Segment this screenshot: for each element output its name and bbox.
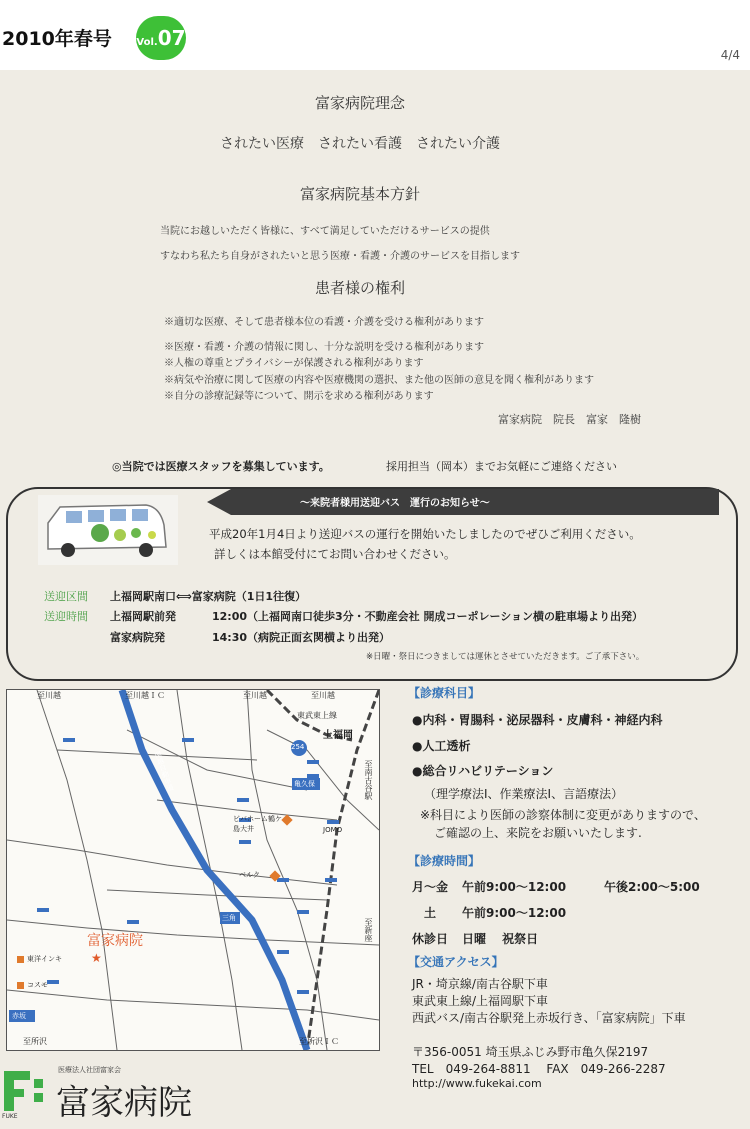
map-label: JOMO	[323, 826, 343, 834]
map-label: ビバホーム鶴ケ島大井	[233, 815, 282, 833]
departure-1-place: 上福岡駅前発	[110, 610, 176, 623]
hours-saturday-am: 午前9:00〜12:00	[462, 906, 567, 920]
director-signature: 富家病院 院長 富家 隆樹	[498, 413, 641, 426]
department-note-2: ご確認の上、来院をお願いいたします.	[434, 826, 642, 840]
logo-name: 富家病院	[56, 1083, 192, 1123]
recruit-notice: ◎当院では医療スタッフを募集しています。	[112, 460, 330, 473]
address: 〒356-0051 埼玉県ふじみ野市亀久保2197	[412, 1045, 649, 1059]
department-note-1: ※科目により医師の診察体制に変更がありますので、	[420, 808, 706, 822]
access-line: 西武バス/南古谷駅発上赤坂行き、「富家病院」下車	[412, 1011, 686, 1025]
map-label: 東洋インキ	[27, 955, 62, 963]
policy-title: 富家病院基本方針	[299, 185, 420, 203]
policy-line-1: 当院にお越しいただく皆様に、すべて満足していただけるサービスの提供	[160, 226, 490, 237]
policy-line-2: すなわち私たち自身がされたいと思う医療・看護・介護のサービスを目指します	[160, 251, 520, 262]
page-number: 4/4	[720, 48, 740, 62]
departure-2-place: 富家病院発	[110, 631, 165, 644]
bus-notice-line-2: 詳しくは本館受付にてお問い合わせください。	[214, 547, 456, 561]
logo-org: 医療法人社団富家会	[58, 1066, 121, 1074]
volume-number: 07	[157, 26, 186, 50]
volume-badge	[136, 16, 186, 60]
issue-title: 2010年春号	[2, 28, 112, 50]
map-label: 254	[291, 743, 305, 751]
map-label: 至川越	[37, 691, 61, 700]
rights-item: ※適切な医療、そして患者様本位の看護・介護を受ける権利があります	[164, 317, 484, 328]
hours-weekday-pm: 午後2:00〜5:00	[604, 880, 700, 894]
hours-saturday: 土	[424, 906, 437, 920]
svg-text:★: ★	[91, 951, 102, 965]
map-label: ベルク	[239, 871, 260, 879]
rights-item: ※病気や治療に関して医療の内容や医療機関の選択、また他の医師の意見を聞く権利があります	[164, 375, 594, 386]
rights-item: ※医療・看護・介護の情報に関し、十分な説明を受ける権利があります	[164, 342, 484, 353]
access-line: 東武東上線/上福岡駅下車	[412, 994, 549, 1008]
departments-title: 【診療科目】	[408, 686, 481, 700]
volume-prefix: Vol.	[136, 37, 158, 48]
access-title: 【交通アクセス】	[408, 955, 504, 969]
map-label: 至所沢	[23, 1037, 47, 1046]
page-header	[0, 0, 750, 70]
bus-notice-line-1: 平成20年1月4日より送迎バスの運行を開始いたしましたのでぜひご利用ください。	[209, 527, 641, 541]
philosophy-text: されたい医療 されたい看護 されたい介護	[220, 136, 500, 152]
map-label: 至所沢ＩＣ	[299, 1037, 339, 1046]
fuke-mark-icon	[0, 1069, 56, 1119]
map-label: コスモ	[27, 981, 48, 989]
shuttle-bus-illustration	[38, 495, 178, 565]
map-label: 亀久保	[294, 780, 315, 788]
map-label: 三角	[222, 914, 236, 922]
department-item: ●内科・胃腸科・泌尿器科・皮膚科・神経内科	[412, 713, 663, 727]
department-item: ●総合リハビリテーション	[412, 764, 554, 778]
map-label: 至川越	[243, 691, 267, 700]
closed-days: 日曜 祝祭日	[462, 932, 539, 946]
access-map	[6, 689, 380, 1051]
rights-title: 患者様の権利	[314, 279, 405, 297]
hours-weekday-am: 午前9:00〜12:00	[462, 880, 567, 894]
map-label: 上福岡	[323, 730, 353, 741]
hours-title: 【診療時間】	[408, 854, 481, 868]
rehab-types: （理学療法Ⅰ、作業療法Ⅰ、言語療法）	[424, 787, 624, 801]
hospital-logo	[0, 1065, 300, 1125]
philosophy-title: 富家病院理念	[314, 94, 405, 112]
rights-item: ※自分の診療記録等について、開示を求める権利があります	[164, 391, 434, 402]
logo-mark-text: FUKE	[2, 1113, 18, 1120]
hours-weekday: 月〜金	[412, 880, 449, 894]
closed-label: 休診日	[412, 932, 449, 946]
bus-banner-title: 〜来院者様用送迎バス 運行のお知らせ〜	[300, 498, 490, 509]
departure-2-time: 14:30（病院正面玄関横より出発）	[212, 631, 391, 644]
map-label: 東武東上線	[297, 711, 337, 720]
map-label: 至川越	[311, 691, 335, 700]
map-roads	[7, 690, 379, 1050]
map-label: 赤坂	[12, 1012, 26, 1020]
access-line: JR・埼京線/南古谷駅下車	[412, 977, 548, 991]
map-hospital-label: 富家病院	[87, 933, 143, 949]
route-text: 上福岡駅南口⟺富家病院（1日1往復）	[110, 590, 307, 603]
departure-1-time: 12:00（上福岡南口徒歩3分・不動産会社 開成コーポレーション横の駐車場より出発）	[212, 610, 644, 623]
map-label: 至川越ＩＣ	[125, 691, 165, 700]
bus-holiday-note: ※日曜・祭日につきましては運休とさせていただきます。ご了承下さい。	[366, 652, 645, 662]
map-label: 至南古谷駅	[364, 760, 373, 800]
rights-item: ※人権の尊重とプライバシーが保護される権利があります	[164, 358, 424, 369]
time-label: 送迎時間	[44, 610, 88, 623]
phone-fax: TEL 049-264-8811 FAX 049-266-2287	[412, 1062, 666, 1076]
map-label: 至新座	[364, 918, 373, 942]
recruit-contact: 採用担当（岡本）までお気軽にご連絡ください	[386, 460, 617, 473]
route-label: 送迎区間	[44, 590, 88, 603]
map-label: 関越自動車道	[153, 749, 175, 793]
website-link[interactable]: http://www.fukekai.com	[412, 1077, 542, 1090]
department-item: ●人工透析	[412, 739, 471, 753]
